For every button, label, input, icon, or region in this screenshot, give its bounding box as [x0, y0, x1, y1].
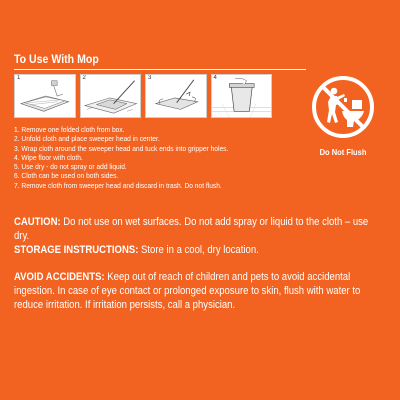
- wrap-cloth-illustration: [146, 75, 206, 117]
- instruction-steps: [14, 125, 304, 190]
- avoid-accidents-block: [14, 270, 386, 313]
- instruction-panel-4: [211, 74, 273, 118]
- caution-heading: CAUTION:: [14, 216, 61, 228]
- no-flush-icon: [310, 74, 376, 140]
- instruction-panel-3: [145, 74, 207, 118]
- step-item: 5. Use dry - do not spray or add liquid.: [14, 162, 127, 172]
- cloth-sweeper-illustration: [81, 75, 141, 117]
- panel-number: 3: [148, 75, 152, 81]
- step-item: 4. Wipe floor with cloth.: [14, 152, 83, 162]
- storage-text: Store in a cool, dry location.: [138, 244, 259, 257]
- panel-number: 4: [213, 75, 217, 81]
- step-item: 2. Unfold cloth and place sweeper head in center.: [14, 134, 160, 144]
- avoid-text: Keep out of reach of children and pets to avoid accidental ingestion. In case of eye contact or prolonged exposure to skin, flush with water to reduce irritation. If irritation persists, call a physician.: [14, 271, 361, 312]
- caution-text: Do not use on wet surfaces. Do not add spray or liquid to the cloth – use dry.: [14, 216, 369, 243]
- panel-number: 1: [17, 75, 21, 81]
- trash-can-illustration: [212, 75, 272, 117]
- step-item: 3. Wrap cloth around the sweeper head and tuck ends into gripper holes.: [14, 143, 229, 153]
- step-item: 6. Cloth can be used on both sides.: [14, 171, 119, 181]
- step-item: 1. Remove one folded cloth from box.: [14, 125, 125, 134]
- box-open-illustration: [15, 75, 75, 117]
- storage-heading: STORAGE INSTRUCTIONS:: [14, 244, 139, 257]
- instruction-panels: [14, 74, 272, 118]
- instruction-panel-1: [14, 74, 76, 118]
- section-title: To Use With Mop: [14, 52, 99, 66]
- instruction-panel-2: [80, 74, 142, 118]
- title-divider: [14, 69, 306, 70]
- caution-block: [14, 215, 386, 258]
- do-not-flush-label: Do Not Flush: [319, 148, 367, 157]
- panel-number: 2: [82, 75, 86, 81]
- step-item: 7. Remove cloth from sweeper head and discard in trash. Do not flush.: [14, 180, 222, 190]
- avoid-heading: AVOID ACCIDENTS:: [14, 271, 105, 283]
